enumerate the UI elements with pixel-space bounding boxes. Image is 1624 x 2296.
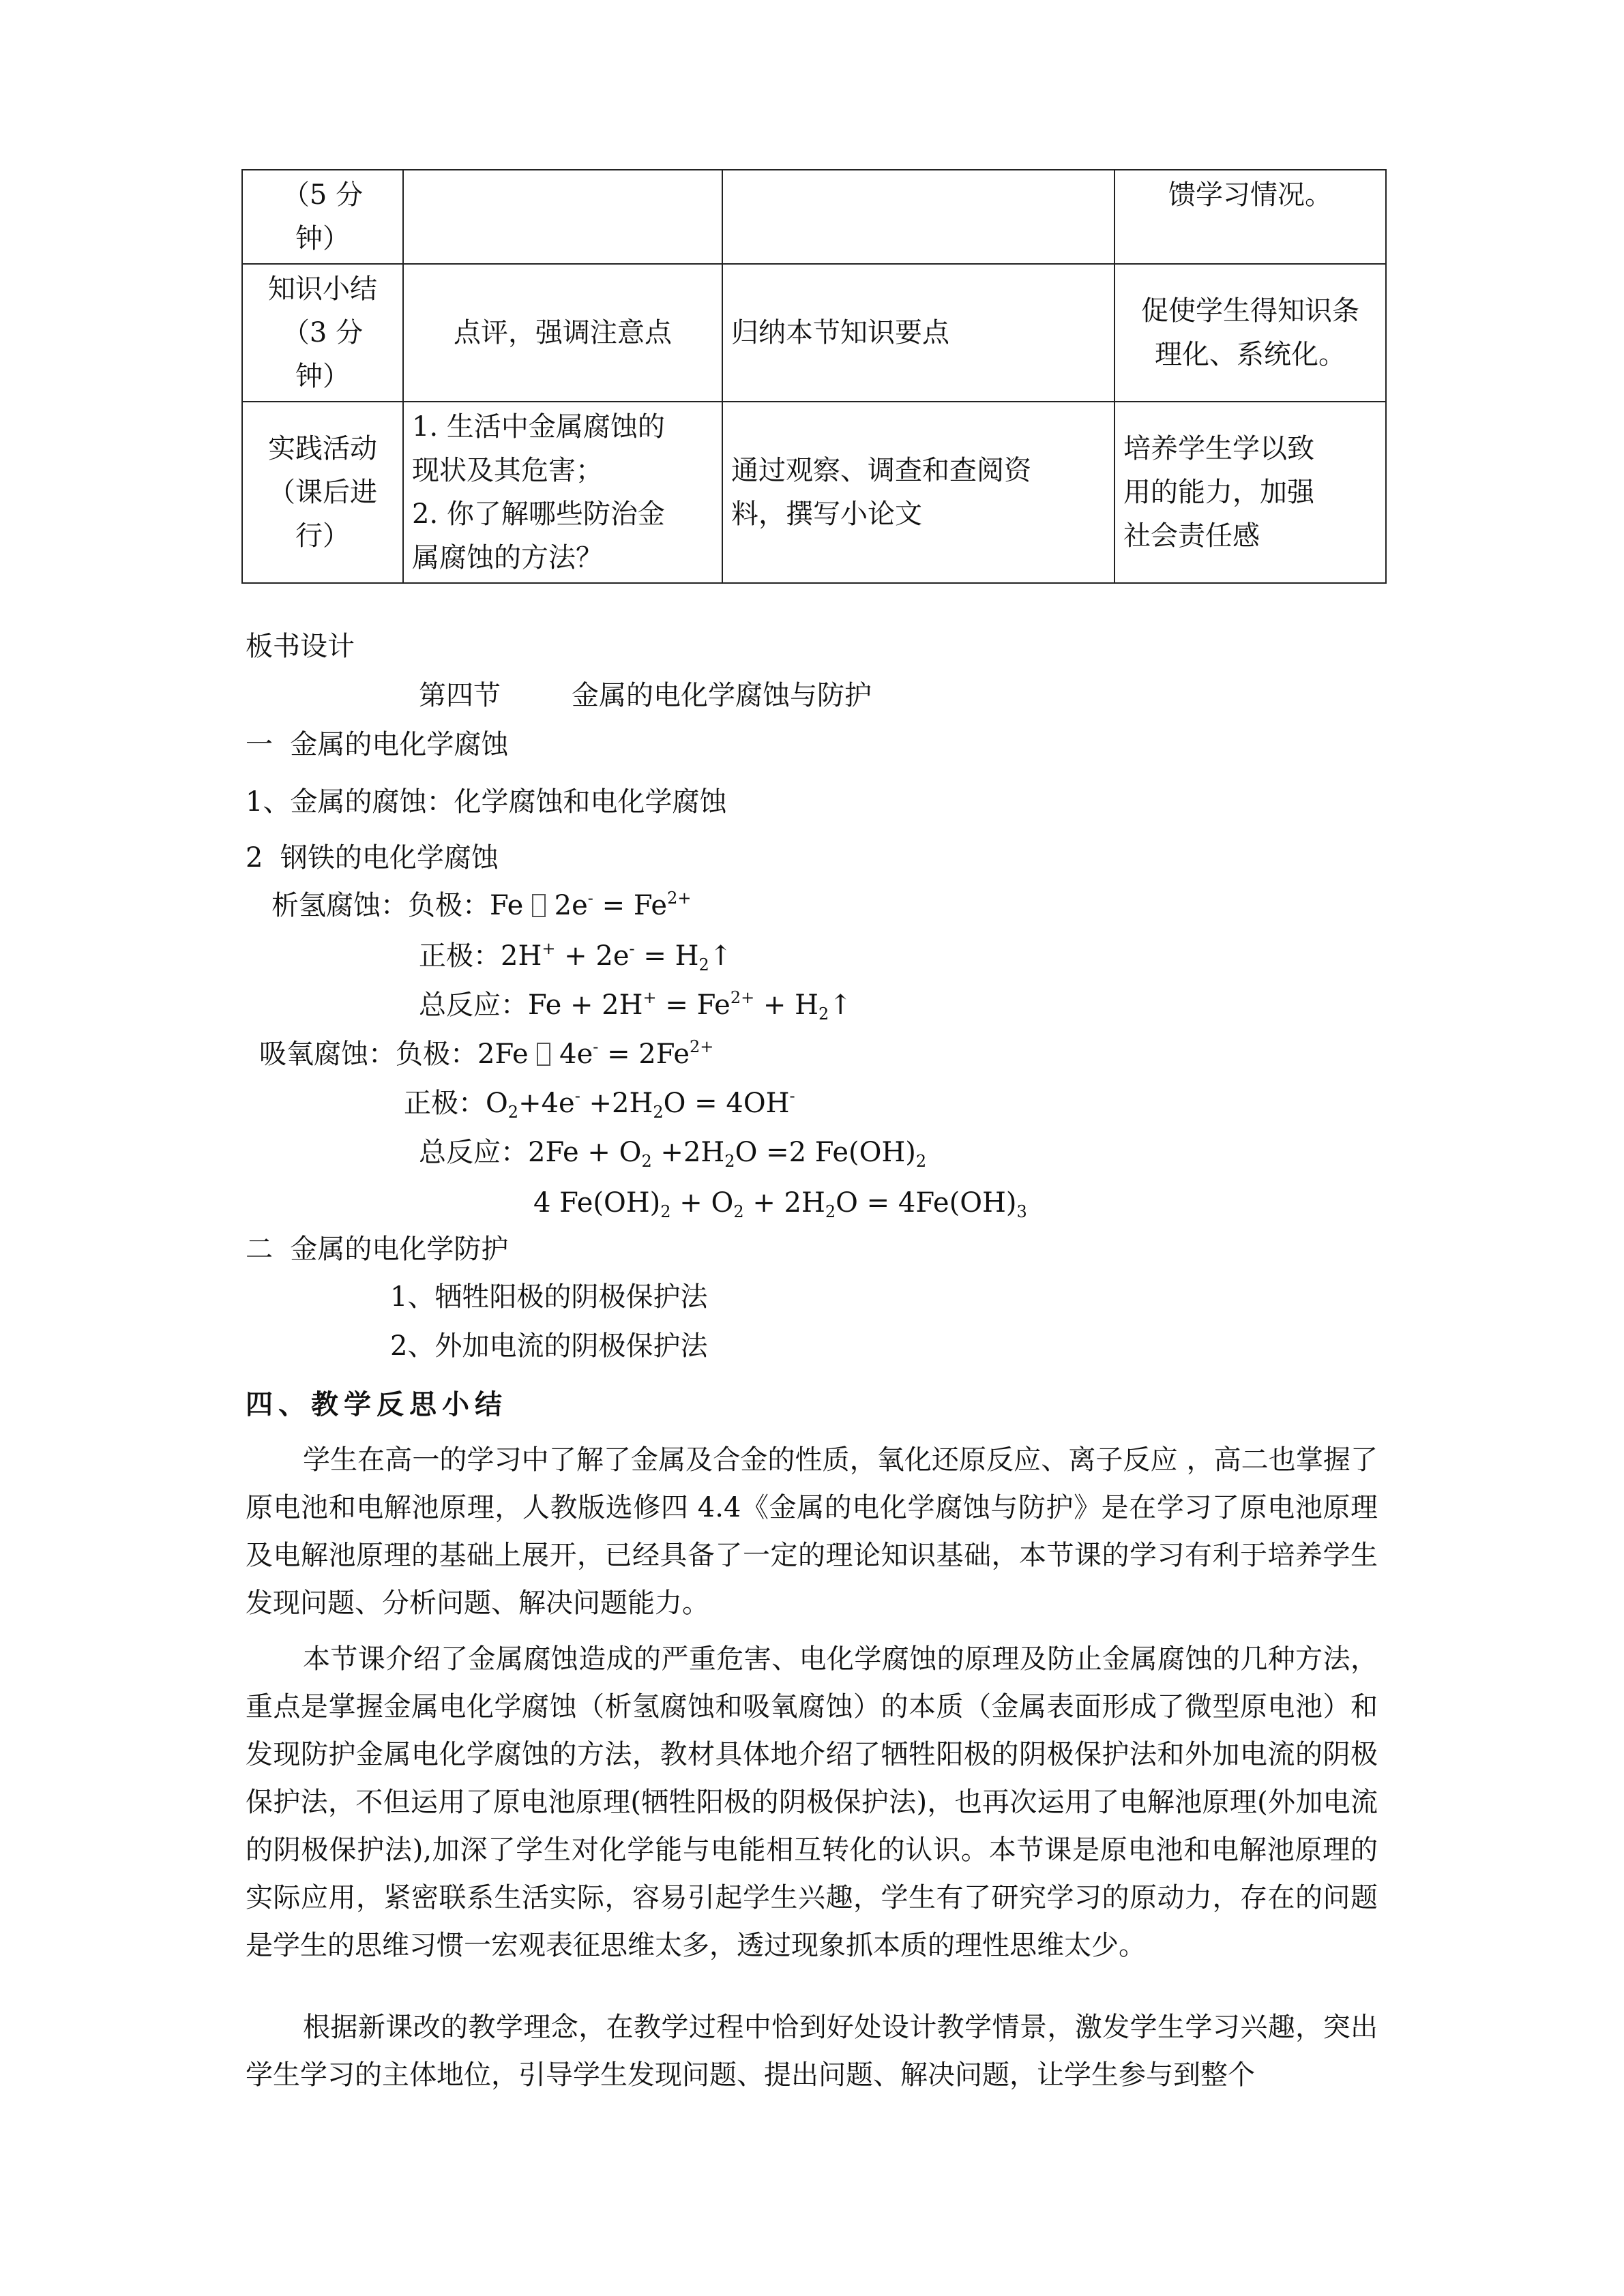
protection-method: 1、牺牲阳极的阴极保护法 xyxy=(390,1281,708,1313)
positive-electrode-label: 正极： xyxy=(419,940,501,972)
section-heading: 四、教学反思小结 xyxy=(246,1389,507,1420)
design-intent-cell: 馈学习情况。 xyxy=(1114,170,1386,264)
board-title: 板书设计 xyxy=(246,631,355,662)
stage-cell: （5 分 钟） xyxy=(242,170,403,264)
teacher-activity-cell: 点评，强调注意点 xyxy=(403,264,722,402)
total-reaction-line: 总反应：$Fe + 2H^+ = Fe^{2+}$ + $H_2↑$ xyxy=(419,988,852,1024)
table-row xyxy=(242,402,1386,583)
stage-cell: 实践活动 （课后进 行） xyxy=(242,402,403,583)
section-title: 金属的电化学腐蚀与防护 xyxy=(572,680,872,711)
missing-glyph-icon xyxy=(532,894,546,917)
hydrogen-corrosion-label: 析氢腐蚀： xyxy=(271,890,408,921)
negative-electrode-label: 负极： xyxy=(396,1039,477,1070)
steel-corrosion-heading: 2 钢铁的电化学腐蚀 xyxy=(246,842,499,874)
missing-glyph-icon xyxy=(537,1043,550,1066)
part-one-heading: 一 金属的电化学腐蚀 xyxy=(246,729,509,760)
paragraph: 本节课介绍了金属腐蚀造成的严重危害、电化学腐蚀的原理及防止金属腐蚀的几种方法，重点是掌握金属电化学腐蚀（析氢腐蚀和吸氧腐蚀）的本质（金属表面形成了微型原电池）和发现防护金属电化学腐蚀的方法，教材具体地介绍了牺牲阳极的阴极保护法和外加电流的阴极保护法，不但运用了原电池原理(牺牲阳极的阴极保护法)，也再次运用了电解池原理(外加电流的阴极保护法),加深了学生对化学能与电能相互转化的认识。本节课是原电池和电解池原理的实际应用，紧密联系生活实际，容易引起学生兴趣，学生有了研究学习的原动力，存在的问题是学生的思维习惯一宏观表征思维太多，透过现象抓本质的理性思维太少。 xyxy=(246,1643,1378,1961)
part-two-heading: 二 金属的电化学防护 xyxy=(246,1234,509,1265)
table-row xyxy=(242,170,1386,264)
positive-electrode-line: 正极：$O_2+4e^- +2H_2O = 4OH^-$ xyxy=(404,1086,795,1122)
lesson-plan-table xyxy=(241,169,1387,584)
hydrogen-evolution-line: 析氢腐蚀：负极：Fe $2e^- = Fe^{2+}$ xyxy=(271,889,692,921)
positive-electrode-label: 正极： xyxy=(404,1088,486,1119)
student-activity-cell: 通过观察、调查和查阅资 料，撰写小论文 xyxy=(722,402,1114,583)
positive-electrode-line: 正极：$2H^+ + 2e^- = H_2↑$ xyxy=(419,939,733,974)
student-activity-cell: 归纳本节知识要点 xyxy=(722,264,1114,402)
oxygen-absorption-line: 吸氧腐蚀：负极：2Fe $4e^- = 2Fe^{2+}$ xyxy=(259,1037,714,1070)
stage-cell: 知识小结 （3 分 钟） xyxy=(242,264,403,402)
table-row xyxy=(242,264,1386,402)
total-reaction-label: 总反应： xyxy=(419,1137,528,1168)
design-intent-cell: 培养学生学以致 用的能力，加强 社会责任感 xyxy=(1114,402,1386,583)
paragraph: 根据新课改的教学理念，在教学过程中恰到好处设计教学情景，激发学生学习兴趣，突出学生学习的主体地位，引导学生发现问题、提出问题、解决问题，让学生参与到整个 xyxy=(246,2012,1378,2091)
section-number: 第四节 xyxy=(419,680,501,711)
oxidation-equation: 4 $Fe(OH)_2 + O_2 + 2H_2O = 4Fe(OH)_3$ xyxy=(533,1187,1027,1221)
oxygen-corrosion-label: 吸氧腐蚀： xyxy=(259,1039,396,1070)
total-reaction-line: 总反应：$2Fe + O_2 +2H_2O =2$ $Fe(OH)_2$ xyxy=(419,1137,927,1171)
student-activity-cell xyxy=(722,170,1114,264)
design-intent-cell: 促使学生得知识条 理化、系统化。 xyxy=(1114,264,1386,402)
teacher-activity-cell: 1. 生活中金属腐蚀的 现状及其危害； 2. 你了解哪些防治金 属腐蚀的方法？ xyxy=(403,402,722,583)
total-reaction-label: 总反应： xyxy=(419,989,528,1021)
negative-electrode-label: 负极： xyxy=(408,890,490,921)
paragraph: 学生在高一的学习中了解了金属及合金的性质，氧化还原反应、离子反应 ，高二也掌握了原电池和电解池原理，人教版选修四 4.4《金属的电化学腐蚀与防护》是在学习了原电池原理及电解池原理的基础上展开，已经具备了一定的理论知识基础，本节课的学习有利于培养学生发现问题、分析问题、解决问题能力。 xyxy=(246,1444,1378,1619)
corrosion-types: 1、金属的腐蚀：化学腐蚀和电化学腐蚀 xyxy=(246,786,727,818)
protection-method: 2、外加电流的阴极保护法 xyxy=(390,1330,708,1362)
teacher-activity-cell xyxy=(403,170,722,264)
